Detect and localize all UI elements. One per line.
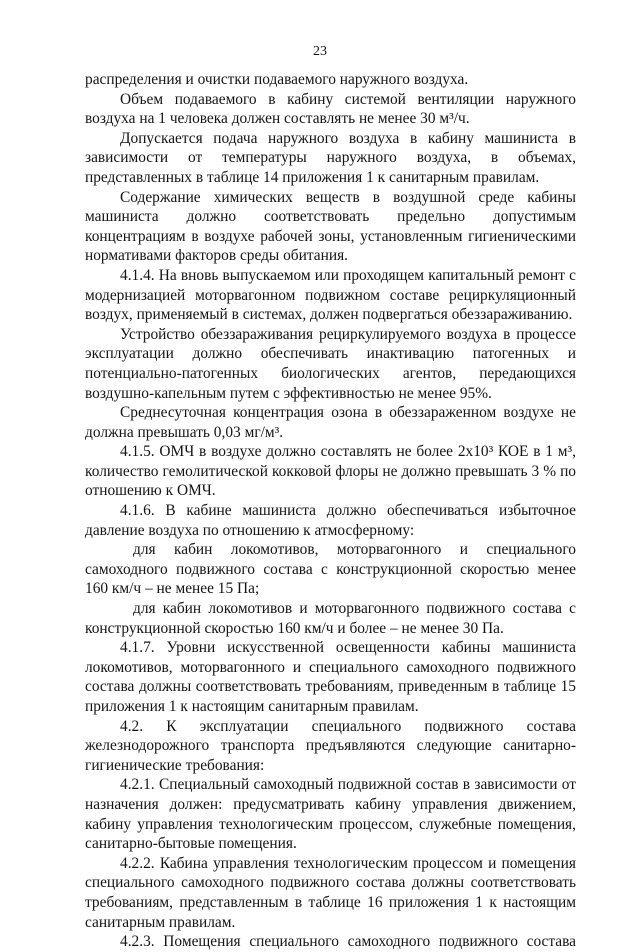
paragraph-continuation: распределения и очистки подаваемого наружного воздуха.	[85, 71, 469, 88]
paragraph-4-2: 4.2. К эксплуатации специального подвижного состава железнодорожного транспорта предъявляются следующие санитарно-гигиенические требования:	[85, 717, 576, 774]
page-number: 23	[313, 44, 327, 59]
paragraph-4-1-7: 4.1.7. Уровни искусственной освещенности кабины машиниста локомотивов, моторвагонного и специального самоходного подвижного состава должны соответствовать требованиям, приведенным в таблице 15 приложения 1 к настоящим санитарным правилам.	[85, 639, 576, 715]
document-body	[85, 70, 576, 952]
paragraph-chemicals: Содержание химических веществ в воздушной среде кабины машиниста должно соответствовать предельно допустимым концентрациям в воздухе рабочей зоны, установленным гигиеническими нормативами факторов среды обитания.	[85, 188, 576, 265]
paragraph-pressure-160-plus: для кабин локомотивов и моторвагонного подвижного состава с конструкционной скоростью 160 км/ч и более – не менее 30 Па.	[85, 600, 576, 637]
paragraph-4-1-4: 4.1.4. На вновь выпускаемом или проходящем капитальный ремонт с модернизацией моторвагонном подвижном составе рециркуляционный воздух, применяемый в системах, должен подвергаться обеззараживанию.	[85, 266, 576, 324]
paragraph-pressure-160: для кабин локомотивов, моторвагонного и специального самоходного подвижного состава с конструкционной скоростью менее 160 км/ч – не менее 15 Па;	[85, 541, 576, 598]
paragraph-air-supply: Допускается подача наружного воздуха в кабину машиниста в зависимости от температуры наружного воздуха, в объемах, представленных в таблице 14 приложения 1 к санитарным правилам.	[85, 129, 576, 186]
paragraph-4-1-6: 4.1.6. В кабине машиниста должно обеспечиваться избыточное давление воздуха по отношению к атмосферному:	[85, 502, 576, 539]
paragraph-4-2-1: 4.2.1. Специальный самоходный подвижной состав в зависимости от назначения должен: предусматривать кабину управления движением, кабину управления технологическим процессом, служебные помещения, санитарно-бытовые помещения.	[85, 776, 576, 853]
paragraph-air-volume: Объем подаваемого в кабину системой вентиляции наружного воздуха на 1 человека должен составлять не менее 30 м³/ч.	[85, 90, 576, 128]
paragraph-ozone: Среднесуточная концентрация озона в обеззараженном воздухе не должна превышать 0,03 мг/м³.	[85, 404, 576, 441]
paragraph-4-2-2: 4.2.2. Кабина управления технологическим процессом и помещения специального самоходного подвижного состава должны соответствовать требованиям, представленным в таблице 16 приложения 1 к настоящим санитарным правилам.	[85, 854, 576, 931]
paragraph-4-2-3: 4.2.3. Помещения специального самоходного подвижного состава	[120, 933, 576, 951]
paragraph-disinfection: Устройство обеззараживания рециркулируемого воздуха в процессе эксплуатации должно обеспечивать инактивацию патогенных и потенциально-патогенных биологических агентов, передающихся воздушно-капельным путем с эффективностью не менее 95%.	[85, 325, 576, 402]
paragraph-4-1-5: 4.1.5. ОМЧ в воздухе должно составлять не более 2х10³ КОЕ в 1 м³, количество гемолитической кокковой флоры не должно превышать 3 % по отношению к ОМЧ.	[85, 443, 576, 500]
